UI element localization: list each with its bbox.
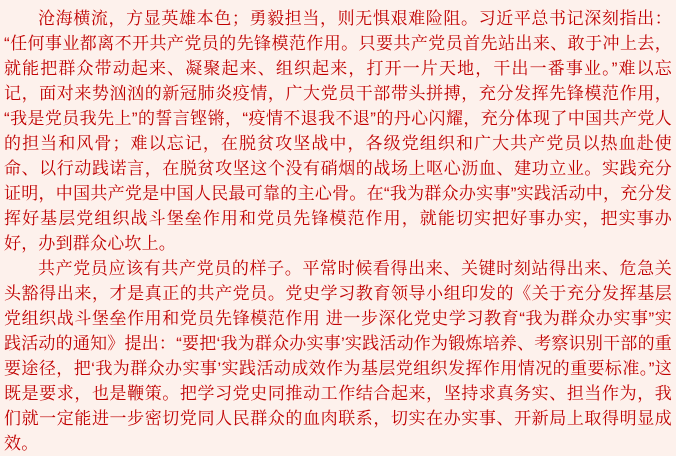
paragraph-1: 沧海横流，方显英雄本色；勇毅担当，则无惧艰难险阻。习近平总书记深刻指出：“任何事业都离不开共产党员的先锋模范作用。只要共产党员首先站出来、敢于冲上去，就能把群众带动起来、凝聚起来、组织起来，打开一片天地，干出一番事业。”难以忘记，面对来势汹汹的新冠肺炎疫情，广大党员干部带头拼搏，充分发挥先锋模范作用，“我是党员我先上”的誓言铿锵，“疫情不退我不退”的丹心闪耀，充分体现了中国共产党人的担当和风骨；难以忘记，在脱贫攻坚战中，各级党组织和广大共产党员以热血赴使命、以行动践诺言，在脱贫攻坚这个没有硝烟的战场上呕心沥血、建功立业。实践充分证明，中国共产党是中国人民最可靠的主心骨。在“我为群众办实事”实践活动中，充分发挥好基层党组织战斗堡垒作用和党员先锋模范作用，就能切实把好事办实，把实事办好，办到群众心坎上。 — [4, 9, 672, 253]
paragraph-2: 共产党员应该有共产党员的样子。平常时候看得出来、关键时刻站得出来、危急关头豁得出来，才是真正的共产党员。党史学习教育领导小组印发的《关于充分发挥基层党组织战斗堡垒作用和党员先锋模范作用 进一步深化党史学习教育“我为群众办实事”实践活动的通知》提出：“要把‘我为群众办实事’实践活动作为锻炼培养、考察识别干部的重要途径，把‘我为群众办实事’实践活动成效作为基层党组织发挥作用情况的重要标准。”这既是要求，也是鞭策。把学习党史同推动工作结合起来，坚持求真务实、担当作为，我们就一定能进一步密切党同人民群众的血肉联系，切实在办实事、开新局上取得明显成效。 — [4, 259, 672, 453]
